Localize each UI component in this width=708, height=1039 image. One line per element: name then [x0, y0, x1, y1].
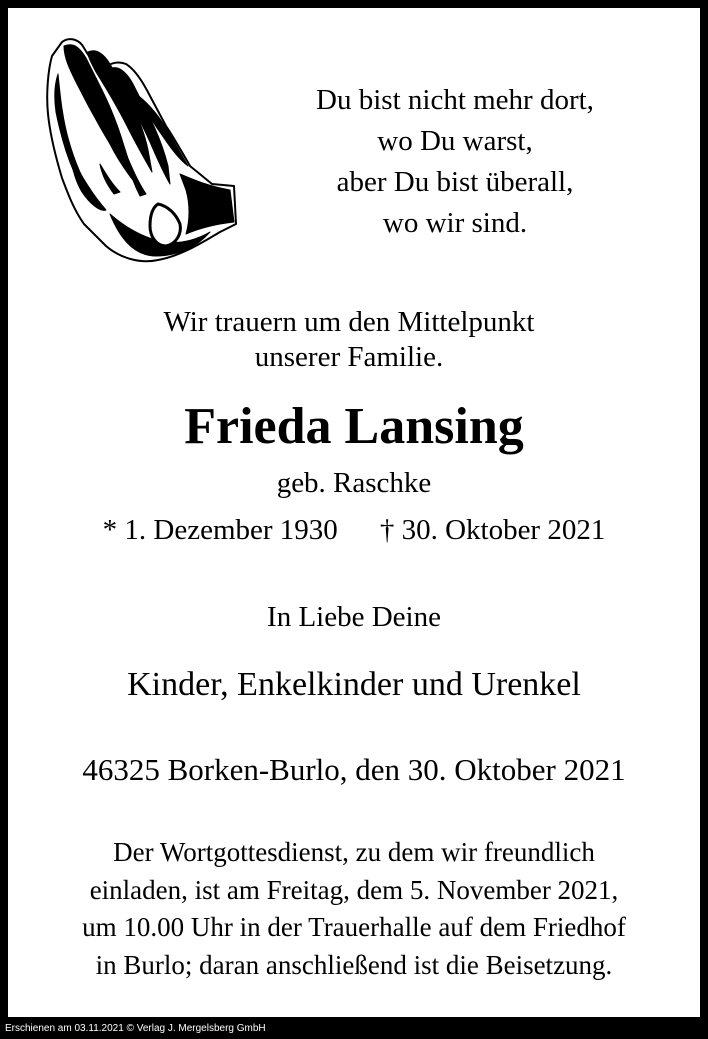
mourners-names: Kinder, Enkelkinder und Urenkel: [127, 666, 581, 703]
service-line: in Burlo; daran anschließend ist die Beisetzung.: [95, 949, 613, 980]
service-line: um 10.00 Uhr in der Trauerhalle auf dem Friedhof: [82, 912, 626, 942]
publication-footer: Erschienen am 03.11.2021 © Verlag J. Mergelsberg GmbH: [5, 1023, 266, 1034]
death-date: † 30. Oktober 2021: [379, 514, 606, 546]
life-dates: [0, 510, 708, 550]
service-line: Der Wortgottesdienst, zu dem wir freundlich: [113, 837, 595, 867]
maiden-name: geb. Raschke: [276, 467, 432, 499]
service-line: einladen, ist am Freitag, dem 5. November 2021,: [89, 874, 619, 905]
service-notice: [30, 834, 678, 984]
mourners-intro: In Liebe Deine: [267, 601, 441, 633]
poem-line: Du bist nicht mehr dort,: [316, 84, 594, 116]
place-and-date: 46325 Borken-Burlo, den 30. Oktober 2021: [82, 752, 626, 787]
poem-line: aber Du bist überall,: [336, 166, 574, 198]
mourning-intro-line-1: Wir trauern um den Mittelpunkt: [163, 306, 535, 338]
poem: [240, 80, 670, 244]
praying-hands-icon: [40, 34, 240, 279]
mourning-intro: [0, 305, 703, 375]
poem-line: wo Du warst,: [377, 125, 533, 157]
deceased-name: Frieda Lansing: [184, 398, 524, 455]
mourning-intro-line-2: unserer Familie.: [254, 341, 444, 373]
poem-line: wo wir sind.: [382, 207, 528, 239]
birth-date: * 1. Dezember 1930: [102, 514, 338, 546]
